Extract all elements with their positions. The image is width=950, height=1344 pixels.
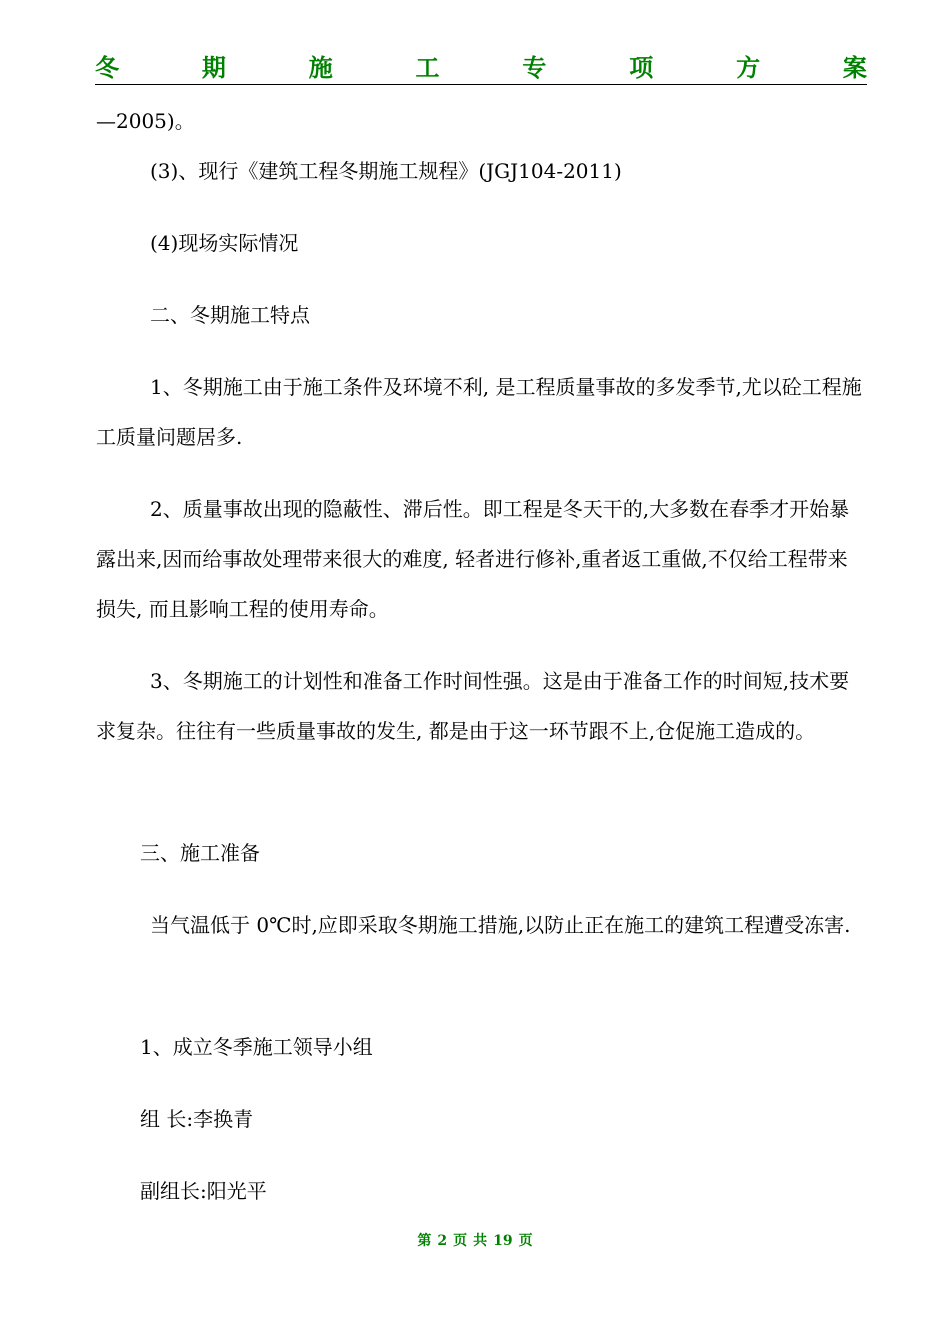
header-char: 期 xyxy=(201,52,226,82)
current-page-number: 2 xyxy=(437,1233,448,1249)
header-char: 工 xyxy=(415,52,440,82)
paragraph-continuation: —2005)。 xyxy=(96,109,195,133)
header-char: 项 xyxy=(629,52,654,82)
paragraph-group-leader: 组 长:李换青 xyxy=(140,1107,254,1131)
total-page-count: 19 xyxy=(493,1233,513,1249)
footer-word: 共 xyxy=(473,1233,488,1249)
header-char: 案 xyxy=(842,52,867,82)
paragraph-deputy-leader: 副组长:阳光平 xyxy=(140,1179,267,1203)
paragraph-reference-3: (3)、现行《建筑工程冬期施工规程》(JGJ104-2011) xyxy=(150,159,622,183)
paragraph-feature-2: 2、质量事故出现的隐蔽性、滞后性。即工程是冬天干的,大多数在春季才开始暴露出来,因而给事故处理带来很大的难度, 轻者进行修补,重者返工重做,不仅给工程带来损失, 而且影响工程的使用寿命。 xyxy=(96,497,850,621)
header-divider xyxy=(95,84,867,85)
section-heading-3: 三、施工准备 xyxy=(140,841,260,865)
paragraph-feature-3: 3、冬期施工的计划性和准备工作时间性强。这是由于准备工作的时间短,技术要求复杂。往往有一些质量事故的发生, 都是由于这一环节跟不上,仓促施工造成的。 xyxy=(96,669,850,743)
header-char: 专 xyxy=(522,52,547,82)
paragraph-feature-1: 1、冬期施工由于施工条件及环境不利, 是工程质量事故的多发季节,尤以砼工程施工质量问题居多. xyxy=(96,375,862,449)
document-header xyxy=(95,48,867,82)
paragraph-temperature: 当气温低于 0℃时,应即采取冬期施工措施,以防止正在施工的建筑工程遭受冻害. xyxy=(150,913,851,937)
page-footer xyxy=(0,1230,950,1250)
paragraph-reference-4: (4)现场实际情况 xyxy=(150,231,299,255)
header-char: 方 xyxy=(736,52,761,82)
footer-word: 第 xyxy=(417,1233,432,1249)
header-char: 冬 xyxy=(95,52,119,82)
header-char: 施 xyxy=(308,52,333,82)
footer-word: 页 xyxy=(518,1233,533,1249)
section-heading-2: 二、冬期施工特点 xyxy=(150,303,310,327)
footer-word: 页 xyxy=(453,1233,468,1249)
paragraph-group-heading: 1、成立冬季施工领导小组 xyxy=(140,1035,373,1059)
